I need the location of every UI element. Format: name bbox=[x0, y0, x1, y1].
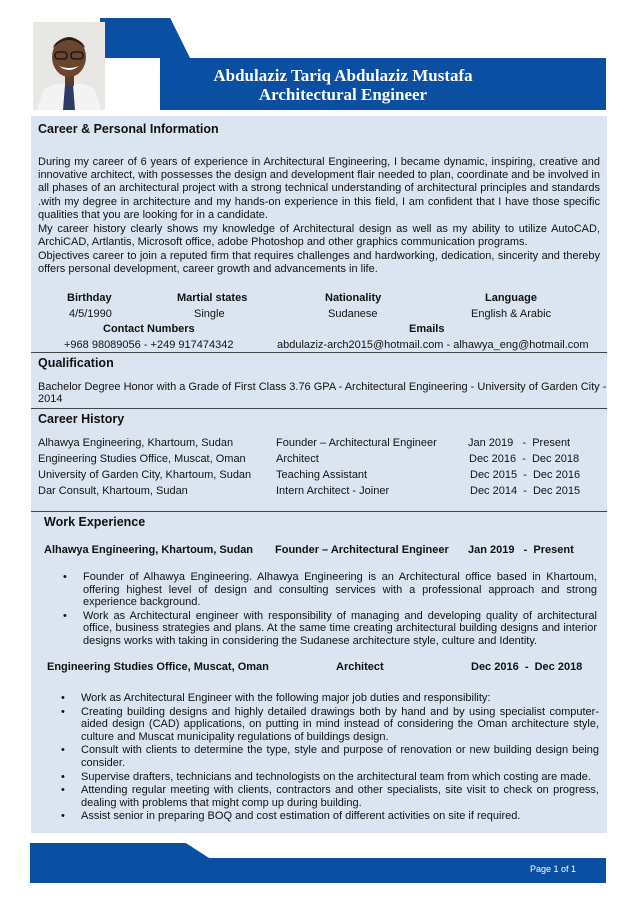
section-title-work-experience: Work Experience bbox=[44, 515, 146, 529]
job-org: Alhawya Engineering, Khartoum, Sudan bbox=[44, 544, 254, 556]
section-title-qualification: Qualification bbox=[38, 356, 114, 370]
header-title bbox=[160, 66, 526, 104]
job-duties-list bbox=[63, 571, 597, 649]
history-org: Alhawya Engineering, Khartoum, Sudan bbox=[38, 437, 234, 449]
birthday-value: 4/5/1990 bbox=[69, 308, 112, 320]
history-dates: Jan 2019 - Present bbox=[468, 437, 571, 449]
nationality-label: Nationality bbox=[325, 292, 382, 304]
content-panel bbox=[31, 116, 607, 833]
list-item: • Assist senior in preparing BOQ and cost estimation of different activities on site if required. bbox=[61, 810, 599, 823]
language-label: Language bbox=[485, 292, 537, 304]
contact-label: Contact Numbers bbox=[103, 323, 195, 335]
history-role: Founder – Architectural Engineer bbox=[276, 437, 437, 449]
page-number: Page 1 of 1 bbox=[529, 864, 576, 874]
history-org: Dar Consult, Khartoum, Sudan bbox=[38, 485, 188, 497]
personal-paragraph-2: My career history clearly shows my knowledge of Architectural design as well as my ability to utilize AutoCAD, ArchiCAD, Artlantis, Microsoft office, adobe Photoshop and other graphics communication programs. bbox=[38, 223, 600, 249]
divider bbox=[31, 511, 607, 512]
candidate-role: Architectural Engineer bbox=[258, 85, 428, 104]
list-item: • Creating building designs and highly detailed drawings both by hand and by using specialist computer-aided design (CAD) applications, on putting in mind instead of considering the Oman architecture style, culture and Muscat municipality regulations of buildings design. bbox=[61, 706, 599, 744]
job-duties-list bbox=[61, 692, 599, 824]
list-item: • Consult with clients to determine the type, style and purpose of renovation or new building design being consider. bbox=[61, 744, 599, 769]
birthday-label: Birthday bbox=[67, 292, 112, 304]
candidate-name: Abdulaziz Tariq Abdulaziz Mustafa bbox=[213, 66, 473, 85]
history-dates: Dec 2016 - Dec 2018 bbox=[469, 453, 580, 465]
history-role: Architect bbox=[276, 453, 319, 465]
list-item: • Attending regular meeting with clients, contractors and other specialists, site visit to check on progress, dealing with problems that might comp up during building. bbox=[61, 784, 599, 809]
history-role: Teaching Assistant bbox=[276, 469, 368, 481]
job-dates: Jan 2019 - Present bbox=[468, 544, 574, 556]
header-accent-stripe bbox=[100, 18, 190, 58]
nationality-value: Sudanese bbox=[328, 308, 378, 320]
list-item: • Founder of Alhawya Engineering. Alhawya Engineering is an Architectural office based in Khartoum, offering highest level of design and consulting services with a professional approach and strong experience background. bbox=[63, 571, 597, 609]
language-value: English & Arabic bbox=[471, 308, 552, 320]
contact-value: +968 98089056 - +249 917474342 bbox=[64, 339, 234, 351]
footer-band bbox=[30, 858, 606, 883]
list-item: • Supervise drafters, technicians and technologists on the architectural team from which costing are made. bbox=[61, 771, 599, 784]
job-dates: Dec 2016 - Dec 2018 bbox=[471, 661, 583, 673]
profile-photo bbox=[33, 22, 105, 110]
qualification-text: Bachelor Degree Honor with a Grade of First Class 3.76 GPA - Architectural Engineering - University of Garden City - 2014 bbox=[38, 381, 607, 405]
section-title-career-history: Career History bbox=[38, 412, 125, 426]
divider bbox=[31, 408, 607, 409]
list-item: • Work as Architectural engineer with responsibility of managing and developing quality of architectural office, business strategies and plans. At the same time creating architectural building designs and interior designs works with taking in considering the Sudanese architecture style, culture and Identity. bbox=[63, 610, 597, 648]
job-org: Engineering Studies Office, Muscat, Oman bbox=[47, 661, 269, 673]
history-dates: Dec 2015 - Dec 2016 bbox=[470, 469, 581, 481]
personal-paragraph-3: Objectives career to join a reputed firm that requires challenges and hardworking, dedication, sincerity and thereby offers personal development, career growth and advancements in life. bbox=[38, 250, 600, 276]
emails-value: abdulaziz-arch2015@hotmail.com - alhawya_eng@hotmail.com bbox=[277, 339, 589, 351]
job-role: Founder – Architectural Engineer bbox=[275, 544, 449, 556]
divider bbox=[31, 352, 607, 353]
history-role: Intern Architect - Joiner bbox=[276, 485, 390, 497]
job-role: Architect bbox=[336, 661, 384, 673]
history-dates: Dec 2014 - Dec 2015 bbox=[470, 485, 581, 497]
personal-paragraph-1: During my career of 6 years of experience in Architectural Engineering, I became dynamic, inspiring, creative and innovative architect, with possesses the design and development flair needed to plan, coordinate and be involved in all phases of an architectural project with a strong technical understanding of architectural principles and standards .with my degree in architecture and my hands-on experience in this field, I am confident that I have those specific qualities that you are looking for in a candidate. bbox=[38, 156, 600, 221]
section-title-personal: Career & Personal Information bbox=[38, 122, 219, 136]
history-org: University of Garden City, Khartoum, Sudan bbox=[38, 469, 252, 481]
emails-label: Emails bbox=[409, 323, 445, 335]
marital-label: Martial states bbox=[177, 292, 248, 304]
history-org: Engineering Studies Office, Muscat, Oman bbox=[38, 453, 246, 465]
marital-value: Single bbox=[194, 308, 225, 320]
list-item: • Work as Architectural Engineer with the following major job duties and responsibility: bbox=[61, 692, 599, 705]
